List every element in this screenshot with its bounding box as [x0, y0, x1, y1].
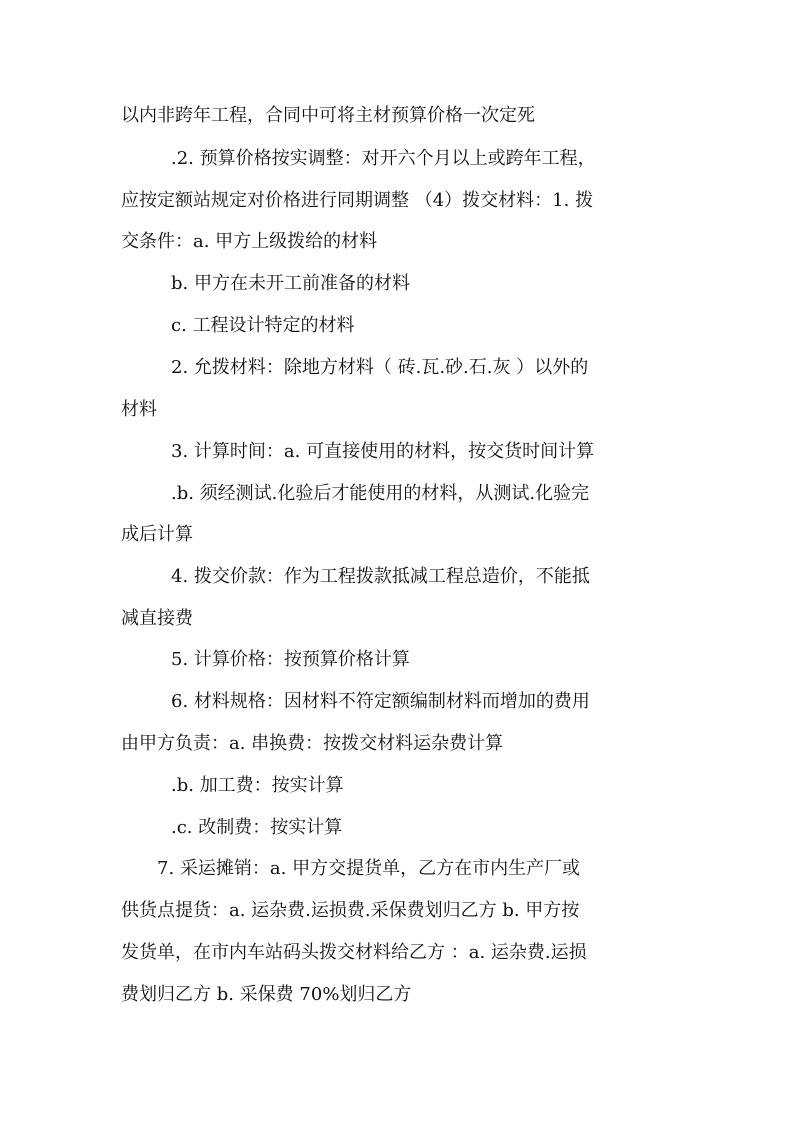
- text-line-4: 交条件：a. 甲方上级拨给的材料: [121, 231, 378, 252]
- text-line-16: 由甲方负责：a. 串换费：按拨交材料运杂费计算: [121, 733, 504, 754]
- text-line-1: 以内非跨年工程，合同中可将主材预算价格一次定死: [121, 105, 535, 126]
- text-line-17: .b. 加工费：按实计算: [171, 775, 344, 796]
- text-line-9: 3. 计算时间：a. 可直接使用的材料，按交货时间计算: [171, 441, 595, 462]
- text-line-8: 材料: [121, 399, 157, 420]
- text-line-19: 7. 采运摊销：a. 甲方交提货单，乙方在市内生产厂或: [157, 858, 581, 879]
- text-line-18: .c. 改制费：按实计算: [171, 817, 343, 838]
- text-line-15: 6. 材料规格：因材料不符定额编制材料而增加的费用: [171, 691, 590, 712]
- text-line-22: 费划归乙方 b. 采保费 70%划归乙方: [121, 984, 412, 1005]
- text-line-7: 2. 允拨材料：除地方材料（ 砖.瓦.砂.石.灰 ）以外的: [171, 357, 589, 378]
- text-line-14: 5. 计算价格：按预算价格计算: [171, 649, 410, 670]
- text-line-2: .2. 预算价格按实调整：对开六个月以上或跨年工程，: [171, 148, 596, 169]
- text-line-5: b. 甲方在未开工前准备的材料: [171, 273, 410, 294]
- text-line-21: 发货单，在市内车站码头拨交材料给乙方 ：a. 运杂费.运损: [121, 942, 587, 963]
- text-line-10: .b. 须经测试.化验后才能使用的材料，从测试.化验完: [171, 483, 590, 504]
- text-line-20: 供货点提货：a. 运杂费.运损费.采保费划归乙方 b. 甲方按: [121, 900, 580, 921]
- text-line-13: 减直接费: [121, 608, 193, 629]
- text-line-11: 成后计算: [121, 524, 193, 545]
- text-line-3: 应按定额站规定对价格进行同期调整 （4）拨交材料：1. 拨: [121, 190, 594, 211]
- text-line-6: c. 工程设计特定的材料: [171, 315, 355, 336]
- text-line-12: 4. 拨交价款：作为工程拨款抵减工程总造价，不能抵: [171, 566, 590, 587]
